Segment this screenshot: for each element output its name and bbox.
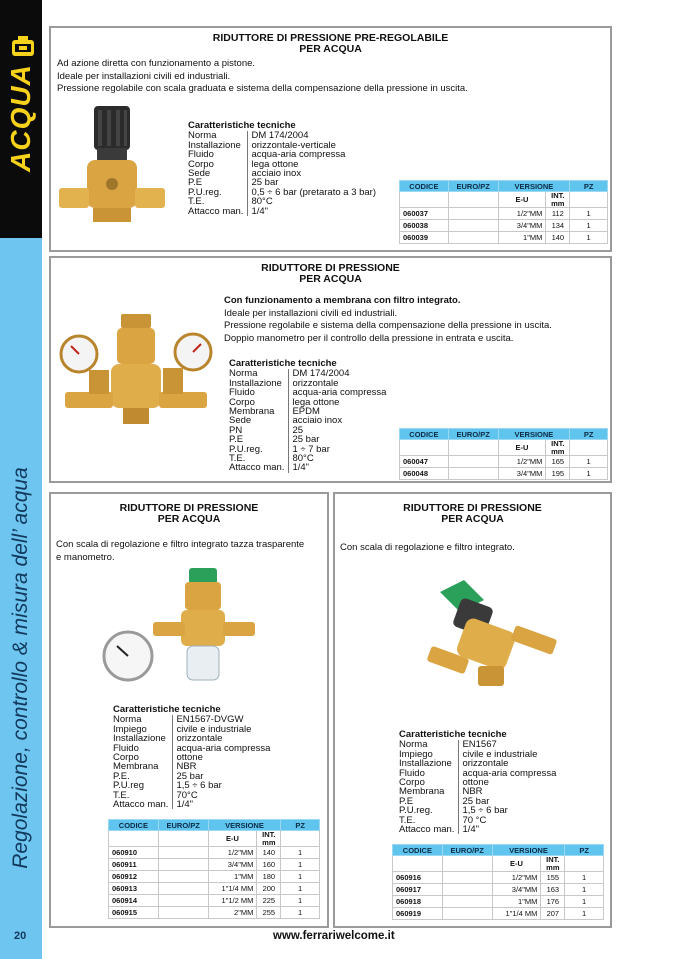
- product-code: 060048: [400, 468, 449, 480]
- spec-label: Corpo: [229, 396, 255, 408]
- product-title: [335, 503, 610, 525]
- pieces: 1: [570, 220, 608, 232]
- spec-label: Sede: [229, 415, 252, 427]
- internal-size: 165: [546, 456, 570, 468]
- spec-value: acqua-aria compressa: [459, 769, 557, 778]
- spec-value: 1/4": [173, 800, 271, 809]
- product-code: 060914: [109, 895, 159, 907]
- spec-row: [229, 463, 386, 472]
- description-line: Ideale per installazioni civili ed industriali.: [224, 307, 398, 319]
- spec-value: 80°C: [248, 197, 376, 206]
- price-cell: [158, 895, 208, 907]
- spec-value: EPDM: [289, 407, 387, 416]
- product-description: [57, 58, 468, 96]
- spec-label: Attacco man.: [113, 799, 169, 811]
- spec-row: [188, 169, 376, 178]
- version-eu: 1"MM: [208, 871, 257, 883]
- version-eu: 3/4"MM: [492, 884, 541, 896]
- table-row: [393, 884, 604, 896]
- spec-value: orizzontale: [289, 379, 387, 388]
- pieces: 1: [565, 884, 604, 896]
- spec-label: Membrana: [399, 786, 445, 798]
- specs-table: [188, 131, 376, 216]
- technical-specs: [188, 121, 376, 216]
- spec-label: T.E.: [113, 789, 130, 801]
- table-row: [109, 883, 320, 895]
- spec-label: Attacco man.: [188, 205, 244, 217]
- spec-label: P.U.reg: [113, 780, 144, 792]
- spec-label: Corpo: [113, 752, 139, 764]
- description-line: Con scala di regolazione e filtro integrato.: [340, 542, 515, 553]
- pressure-reducer-piston-image: [57, 104, 167, 229]
- spec-label: Installazione: [188, 139, 241, 151]
- subheader-blank: [281, 831, 320, 847]
- internal-size: 140: [257, 847, 281, 859]
- spec-label: Sede: [188, 168, 211, 180]
- spec-row: [188, 207, 376, 216]
- pieces: 1: [565, 896, 604, 908]
- spec-value: 70 °C: [459, 816, 557, 825]
- pieces: 1: [281, 907, 320, 919]
- product-card-preregolabile: [49, 26, 612, 252]
- page-number: 20: [14, 930, 27, 942]
- table-row: [400, 456, 608, 468]
- column-header-code: CODICE: [393, 845, 443, 856]
- spec-value: civile e industriale: [173, 725, 271, 734]
- spec-label: T.E.: [229, 453, 246, 465]
- column-header-price: EURO/PZ: [158, 820, 208, 831]
- spec-label: Corpo: [399, 777, 425, 789]
- spec-value: acciaio inox: [289, 416, 387, 425]
- column-header-code: CODICE: [400, 181, 449, 192]
- spec-value: 70°C: [173, 791, 271, 800]
- subheader-blank: [109, 831, 159, 847]
- internal-size: 207: [541, 908, 565, 920]
- internal-size: 255: [257, 907, 281, 919]
- table-row: [393, 872, 604, 884]
- internal-size: 200: [257, 883, 281, 895]
- subheader-blank: [400, 192, 449, 208]
- price-cell: [158, 907, 208, 919]
- product-code: 060910: [109, 847, 159, 859]
- subheader-blank: [570, 192, 608, 208]
- spec-label: Fluido: [113, 742, 139, 754]
- specs-heading: Caratteristiche tecniche: [113, 704, 221, 715]
- spec-label: P.E.: [113, 770, 130, 782]
- product-title: [51, 33, 610, 55]
- product-description: [224, 295, 552, 345]
- technical-specs: [399, 730, 556, 834]
- spec-label: P.E: [399, 795, 414, 807]
- version-eu: 1"MM: [498, 232, 546, 244]
- spec-label: P.U.reg.: [399, 805, 433, 817]
- product-title: [51, 503, 327, 525]
- website-link[interactable]: www.ferrariwelcome.it: [273, 930, 395, 942]
- description-line: Doppio manometro per il controllo della pressione in entrata e uscita.: [224, 332, 514, 344]
- product-code: 060038: [400, 220, 449, 232]
- spec-label: P.U.reg.: [229, 443, 263, 455]
- product-description: [56, 539, 304, 564]
- spec-value: 1 ÷ 7 bar: [289, 445, 387, 454]
- pieces: 1: [281, 847, 320, 859]
- version-eu: 1"1/2 MM: [208, 895, 257, 907]
- product-title-line: PER ACQUA: [299, 273, 362, 285]
- column-header-pieces: PZ: [281, 820, 320, 831]
- column-header-int: INT. mm: [546, 192, 570, 208]
- price-cell: [158, 847, 208, 859]
- spec-value: 1,5 ÷ 6 bar: [459, 806, 557, 815]
- spec-value: 1/4": [248, 207, 376, 216]
- spec-value: 25 bar: [173, 772, 271, 781]
- spec-label: Fluido: [399, 767, 425, 779]
- spec-value: 25 bar: [248, 178, 376, 187]
- price-cell: [448, 232, 498, 244]
- pieces: 1: [281, 871, 320, 883]
- column-header-price: EURO/PZ: [442, 845, 492, 856]
- spec-value: EN1567-DVGW: [173, 715, 271, 724]
- product-code-table: [392, 844, 604, 920]
- spec-row: [113, 800, 270, 809]
- spec-row: [399, 825, 556, 834]
- spec-label: Installazione: [229, 377, 282, 389]
- price-cell: [158, 883, 208, 895]
- spec-label: T.E.: [399, 814, 416, 826]
- spec-value: 1/4": [289, 463, 387, 472]
- product-title-line: PER ACQUA: [441, 513, 504, 525]
- pieces: 1: [565, 908, 604, 920]
- pieces: 1: [281, 859, 320, 871]
- column-header-eu: E-U: [492, 856, 541, 872]
- spec-label: T.E.: [188, 196, 205, 208]
- internal-size: 176: [541, 896, 565, 908]
- spec-label: Installazione: [113, 733, 166, 745]
- version-eu: 2"MM: [208, 907, 257, 919]
- product-code: 060917: [393, 884, 443, 896]
- spec-value: 1,5 ÷ 6 bar: [173, 781, 271, 790]
- subheader-blank: [448, 440, 498, 456]
- table-row: [109, 859, 320, 871]
- table-row: [400, 220, 608, 232]
- spec-row: [188, 188, 376, 197]
- spec-value: EN1567: [459, 740, 557, 749]
- spec-value: 25: [289, 426, 387, 435]
- price-cell: [442, 872, 492, 884]
- version-subheader-row: [400, 440, 608, 456]
- table-row: [109, 847, 320, 859]
- spec-value: lega ottone: [289, 398, 387, 407]
- table-row: [109, 907, 320, 919]
- internal-size: 134: [546, 220, 570, 232]
- column-header-code: CODICE: [109, 820, 159, 831]
- pieces: 1: [281, 883, 320, 895]
- column-header-pieces: PZ: [565, 845, 604, 856]
- product-card-membrana: [49, 256, 612, 483]
- category-sidebar: [0, 0, 42, 959]
- product-code: 060039: [400, 232, 449, 244]
- pressure-reducer-double-gauge-image: [57, 310, 217, 428]
- version-subheader-row: [393, 856, 604, 872]
- pressure-reducer-filter-image: [420, 578, 565, 694]
- spec-label: Impiego: [399, 748, 433, 760]
- subheader-blank: [158, 831, 208, 847]
- product-code: 060912: [109, 871, 159, 883]
- spec-value: ottone: [173, 753, 271, 762]
- spec-label: P.E: [229, 434, 244, 446]
- product-code: 060918: [393, 896, 443, 908]
- description-line: Ad azione diretta con funzionamento a pistone.: [57, 58, 256, 69]
- table-row: [109, 895, 320, 907]
- column-header-code: CODICE: [400, 429, 449, 440]
- spec-label: Membrana: [229, 406, 275, 418]
- table-row: [400, 208, 608, 220]
- internal-size: 140: [546, 232, 570, 244]
- version-eu: 1"1/4 MM: [492, 908, 541, 920]
- spec-label: Attacco man.: [399, 824, 455, 836]
- pieces: 1: [570, 468, 608, 480]
- spec-value: acqua-aria compressa: [248, 150, 376, 159]
- version-eu: 1/2"MM: [498, 456, 546, 468]
- product-title-line: RIDUTTORE DI PRESSIONE: [119, 502, 259, 514]
- product-title-line: RIDUTTORE DI PRESSIONE: [261, 262, 400, 274]
- price-cell: [448, 220, 498, 232]
- pressure-reducer-transparent-bowl-image: [101, 564, 271, 690]
- spec-value: NBR: [459, 787, 557, 796]
- spec-label: Fluido: [188, 149, 214, 161]
- internal-size: 160: [257, 859, 281, 871]
- price-cell: [158, 871, 208, 883]
- price-cell: [442, 908, 492, 920]
- column-header-pieces: PZ: [570, 181, 608, 192]
- column-header-eu: E-U: [208, 831, 257, 847]
- spec-label: Corpo: [188, 158, 214, 170]
- column-header-version: VERSIONE: [208, 820, 281, 831]
- internal-size: 195: [546, 468, 570, 480]
- description-line: Ideale per installazioni civili ed industriali.: [57, 70, 231, 82]
- spec-label: Norma: [188, 130, 217, 142]
- description-line: Pressione regolabile con scala graduata e sistema della compensazione della pressione in uscita.: [57, 83, 468, 94]
- specs-heading: Caratteristiche tecniche: [188, 120, 296, 131]
- price-cell: [442, 896, 492, 908]
- column-header-eu: E-U: [498, 440, 546, 456]
- specs-table: [229, 369, 386, 472]
- product-code-table: [399, 180, 608, 244]
- version-eu: 1/2"MM: [208, 847, 257, 859]
- table-row: [109, 871, 320, 883]
- price-cell: [442, 884, 492, 896]
- spec-value: 1/4": [459, 825, 557, 834]
- spec-label: Norma: [399, 739, 428, 751]
- spec-label: P.U.reg.: [188, 186, 222, 198]
- product-description: [340, 542, 515, 555]
- subheader-blank: [448, 192, 498, 208]
- product-code: 060916: [393, 872, 443, 884]
- specs-table: [399, 740, 556, 834]
- table-row: [393, 908, 604, 920]
- spec-value: 0,5 ÷ 6 bar (pretarato a 3 bar): [248, 188, 376, 197]
- internal-size: 155: [541, 872, 565, 884]
- spec-value: orizzontale: [459, 759, 557, 768]
- spec-value: 25 bar: [289, 435, 387, 444]
- section-label: Regolazione, controllo & misura dell’ acqua: [9, 467, 32, 869]
- version-eu: 3/4"MM: [498, 220, 546, 232]
- category-label: ACQUA: [5, 64, 36, 172]
- version-eu: 3/4"MM: [208, 859, 257, 871]
- subheader-blank: [400, 440, 449, 456]
- version-eu: 1/2"MM: [492, 872, 541, 884]
- description-line-bold: Con funzionamento a membrana con filtro integrato.: [224, 295, 461, 306]
- product-title-line: RIDUTTORE DI PRESSIONE PRE-REGOLABILE: [212, 32, 449, 44]
- spec-label: Membrana: [113, 761, 159, 773]
- product-title: [51, 263, 610, 285]
- column-header-pieces: PZ: [570, 429, 608, 440]
- spec-label: Fluido: [229, 387, 255, 399]
- technical-specs: [113, 705, 270, 809]
- spec-value: acqua-aria compressa: [289, 388, 387, 397]
- subheader-blank: [565, 856, 604, 872]
- spec-value: 25 bar: [459, 797, 557, 806]
- product-code: 060911: [109, 859, 159, 871]
- column-header-price: EURO/PZ: [448, 181, 498, 192]
- spec-value: DM 174/2004: [289, 369, 387, 378]
- column-header-int: INT. mm: [546, 440, 570, 456]
- description-line: e manometro.: [56, 551, 115, 563]
- pieces: 1: [570, 232, 608, 244]
- spec-label: P.E: [188, 177, 203, 189]
- price-cell: [448, 208, 498, 220]
- product-title-line: RIDUTTORE DI PRESSIONE: [403, 502, 542, 514]
- spec-value: ottone: [459, 778, 557, 787]
- spec-label: Impiego: [113, 723, 147, 735]
- product-card-filtro-integrato: [333, 492, 612, 928]
- technical-specs: [229, 359, 386, 473]
- spec-label: PN: [229, 424, 243, 436]
- pieces: 1: [281, 895, 320, 907]
- price-cell: [448, 456, 498, 468]
- spec-label: Installazione: [399, 758, 452, 770]
- product-code: 060037: [400, 208, 449, 220]
- version-eu: 1/2"MM: [498, 208, 546, 220]
- spec-value: lega ottone: [248, 160, 376, 169]
- product-card-tazza-trasparente: [49, 492, 329, 928]
- spec-value: NBR: [173, 762, 271, 771]
- specs-table: [113, 715, 270, 809]
- table-row: [400, 468, 608, 480]
- column-header-version: VERSIONE: [492, 845, 565, 856]
- subheader-blank: [570, 440, 608, 456]
- column-header-version: VERSIONE: [498, 181, 570, 192]
- spec-value: civile e industriale: [459, 750, 557, 759]
- water-valve-icon: [10, 36, 36, 60]
- column-header-price: EURO/PZ: [448, 429, 498, 440]
- spec-value: acqua-aria compressa: [173, 744, 271, 753]
- description-line: Con scala di regolazione e filtro integrato tazza trasparente: [56, 539, 305, 550]
- column-header-int: INT. mm: [257, 831, 281, 847]
- specs-heading: Caratteristiche tecniche: [229, 358, 337, 369]
- spec-value: DM 174/2004: [248, 131, 376, 140]
- spec-label: Attacco man.: [229, 462, 285, 474]
- table-row: [400, 232, 608, 244]
- internal-size: 112: [546, 208, 570, 220]
- product-code: 060047: [400, 456, 449, 468]
- internal-size: 225: [257, 895, 281, 907]
- subheader-blank: [393, 856, 443, 872]
- product-code: 060915: [109, 907, 159, 919]
- subheader-blank: [442, 856, 492, 872]
- column-header-int: INT. mm: [541, 856, 565, 872]
- version-eu: 1"MM: [492, 896, 541, 908]
- spec-label: Norma: [229, 368, 258, 380]
- product-code-table: [108, 819, 320, 919]
- description-line: Pressione regolabile e sistema della compensazione della pressione in uscita.: [224, 320, 552, 331]
- version-eu: 3/4"MM: [498, 468, 546, 480]
- spec-value: orizzontale: [173, 734, 271, 743]
- internal-size: 180: [257, 871, 281, 883]
- spec-label: Norma: [113, 714, 142, 726]
- spec-value: orizzontale-verticale: [248, 141, 376, 150]
- version-eu: 1"1/4 MM: [208, 883, 257, 895]
- version-subheader-row: [109, 831, 320, 847]
- spec-value: acciaio inox: [248, 169, 376, 178]
- product-title-line: PER ACQUA: [157, 513, 221, 525]
- price-cell: [158, 859, 208, 871]
- spec-row: [229, 416, 386, 425]
- version-subheader-row: [400, 192, 608, 208]
- internal-size: 163: [541, 884, 565, 896]
- column-header-version: VERSIONE: [498, 429, 570, 440]
- product-code: 060919: [393, 908, 443, 920]
- column-header-eu: E-U: [498, 192, 546, 208]
- table-row: [393, 896, 604, 908]
- specs-heading: Caratteristiche tecniche: [399, 729, 507, 740]
- price-cell: [448, 468, 498, 480]
- spec-value: 80°C: [289, 454, 387, 463]
- pieces: 1: [565, 872, 604, 884]
- pieces: 1: [570, 456, 608, 468]
- product-code-table: [399, 428, 608, 480]
- pieces: 1: [570, 208, 608, 220]
- product-title-line: PER ACQUA: [299, 43, 362, 55]
- product-code: 060913: [109, 883, 159, 895]
